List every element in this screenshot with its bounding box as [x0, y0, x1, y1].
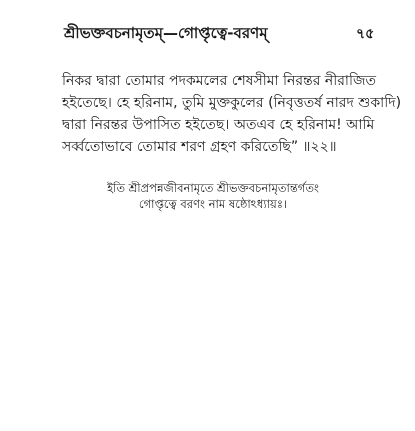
chapter-colophon	[62, 180, 364, 212]
paragraph-line: সর্ব্বতোভাবে তোমার শরণ গ্রহণ করিতেছি” ॥২২॥	[62, 139, 337, 155]
verse-translation-paragraph	[62, 70, 402, 158]
paragraph-line: নিকর দ্বারা তোমার পদকমলের শেষসীমা নিরন্তর নীরাজিত	[62, 73, 377, 89]
colophon-line: গোপ্তৃত্বে বরণং নাম ষষ্ঠোঽধ্যায়ঃ।	[138, 197, 288, 211]
page-number: ৭৫	[356, 26, 375, 42]
colophon-line: ইতি শ্রীপ্রপন্নজীবনামৃতে শ্রীভক্তবচনামৃতান্তর্গতং	[107, 181, 319, 195]
running-title: শ্রীভক্তবচনামৃতম্—গোপ্তৃত্বে-বরণম্	[64, 24, 268, 42]
paragraph-line: হইতেছে। হে হরিনাম, তুমি মুক্তকুলের (নিবৃত্ততর্ষ নারদ শুকাদি)	[62, 95, 402, 111]
paragraph-line: দ্বারা নিরন্তর উপাসিত হইতেছ। অতএব হে হরিনাম! আমি	[62, 117, 375, 133]
